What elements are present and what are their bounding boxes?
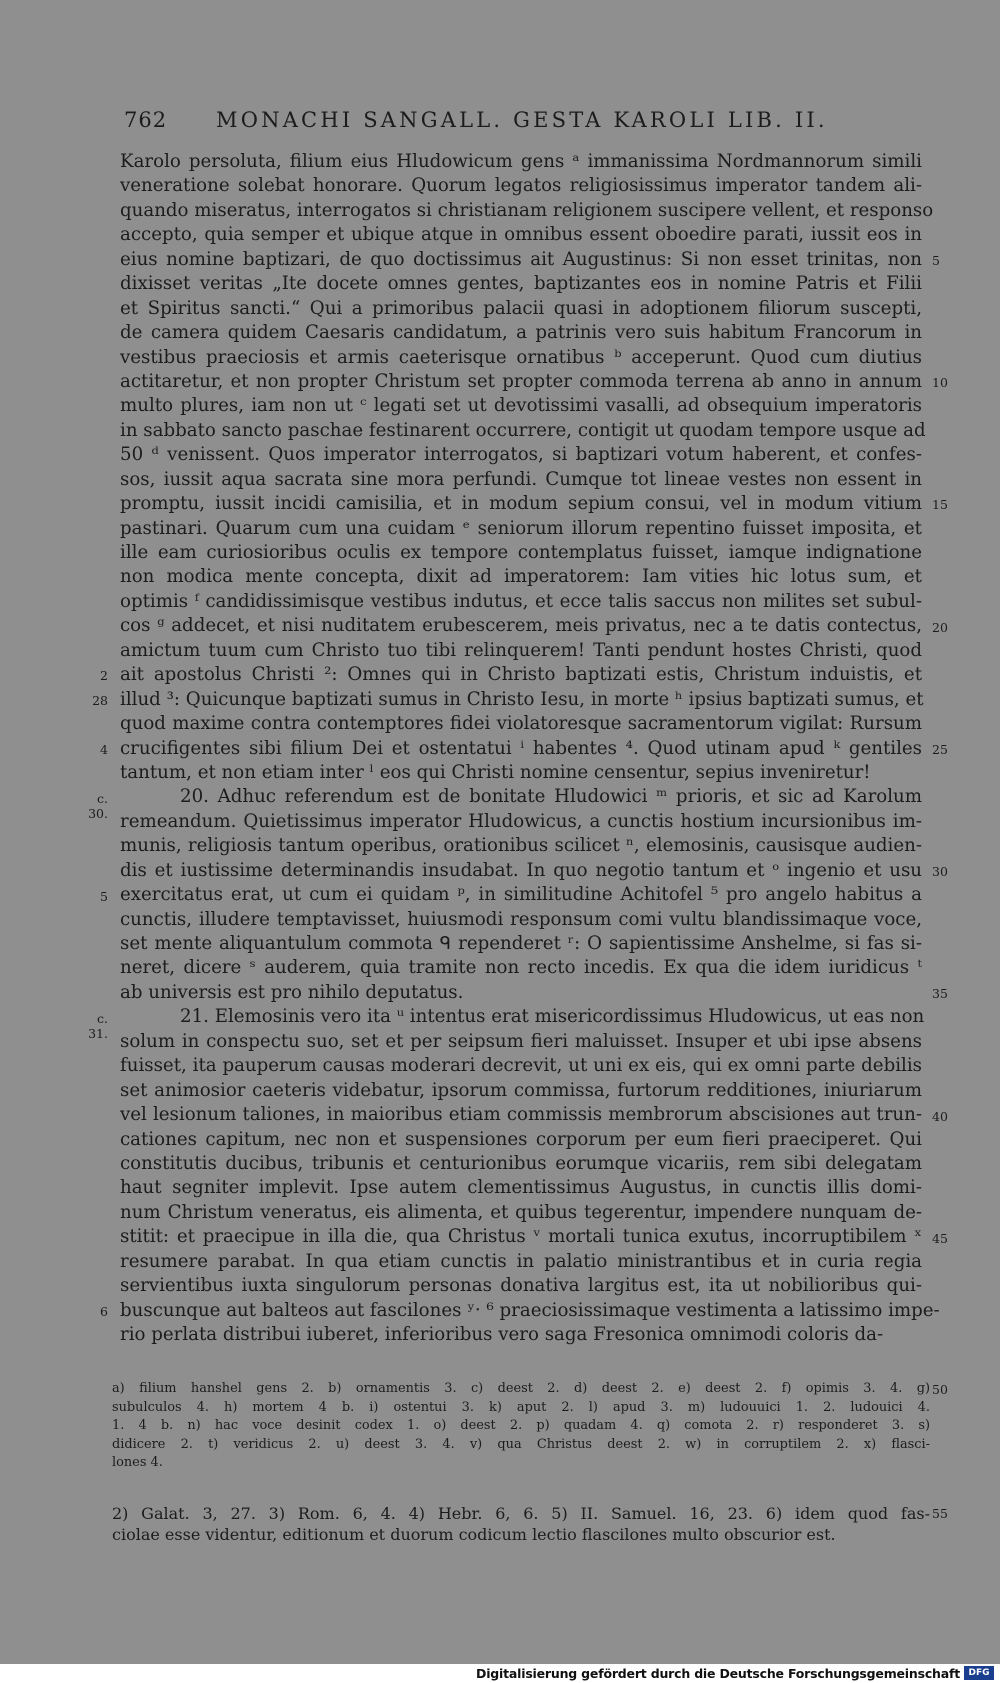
funding-credit: Digitalisierung gefördert durch die Deutsche Forschungsgemeinschaft xyxy=(476,1666,960,1681)
text-line: set mente aliquantulum commota ᑫ rependeret ʳ: O sapientissime Anshelme, si fas si- xyxy=(120,933,922,954)
critical-apparatus xyxy=(112,1380,930,1473)
line-number: 15 xyxy=(932,497,948,513)
text-line: veneratione solebat honorare. Quorum legatos religiosissimus imperator tandem ali- xyxy=(120,175,922,197)
text-line: ait apostolus Christi ²: Omnes qui in Christo baptizati estis, Christum induistis, et xyxy=(120,664,922,686)
text-line: dixisset veritas „Ite docete omnes gentes, baptizantes eos in nomine Patris et Filii xyxy=(120,273,922,295)
text-line: set animosior caeteris videbatur, ipsorum commissa, furtorum redditiones, iniuriarum xyxy=(120,1079,922,1101)
page-number: 762 xyxy=(124,108,168,132)
text-line: stitit: et praecipue in illa die, qua Christus ᵛ mortali tunica exutus, incorruptibilem ˣ xyxy=(120,1226,922,1248)
running-title: MONACHI SANGALL. GESTA KAROLI LIB. II. xyxy=(216,108,828,132)
text-line: haut segniter implevit. Ipse autem clementissimus Augustus, in cunctis illis domi- xyxy=(120,1177,922,1199)
apparatus-line: 1. 4 b. n) hac voce desinit codex 1. o) deest 2. p) quadam 4. q) comota 2. r) responderet 3. s) xyxy=(112,1418,930,1434)
text-line: servientibus iuxta singulorum personas donativa largitus est, ita ut nobilioribus qui- xyxy=(120,1275,922,1297)
apparatus-line: lones 4. xyxy=(112,1455,163,1471)
text-line: eius nomine baptizari, de quo doctissimus ait Augustinus: Si non esset trinitas, non xyxy=(120,248,922,270)
text-line: 20. Adhuc referendum est de bonitate Hludowici ᵐ prioris, et sic ad Karolum xyxy=(180,786,922,808)
text-line: 21. Elemosinis vero ita ᵘ intentus erat misericordissimus Hludowicus, ut eas non xyxy=(180,1006,925,1028)
text-line: non modica mente concepta, dixit ad imperatorem: Iam vities hic lotus sum, et xyxy=(120,566,922,588)
apparatus-line: didicere 2. t) veridicus 2. u) deest 3. 4. v) qua Christus deest 2. w) in corruptilem 2. x) flasci- xyxy=(112,1436,930,1452)
text-line: et Spiritus sancti.“ Qui a primoribus palacii quasi in adoptionem filiorum suscepti, xyxy=(120,297,922,319)
text-line: cunctis, illudere temptavisset, huiusmodi responsum comi vultu blandissimaque voce, xyxy=(120,908,922,930)
text-line: cationes capitum, nec non et suspensiones corporum per eum fieri praeciperet. Qui xyxy=(120,1128,922,1150)
line-number: 10 xyxy=(932,375,948,391)
text-line: solum in conspectu suo, set et per seipsum fieri maluisset. Insuper et ubi ipse absens xyxy=(120,1030,922,1052)
line-number: 45 xyxy=(932,1230,948,1246)
text-line: ab universis est pro nihilo deputatus. xyxy=(120,981,464,1003)
line-number: 20 xyxy=(932,619,948,635)
text-line: sos, iussit aqua sacrata sine mora perfundi. Cumque tot lineae vestes non essent in xyxy=(120,468,922,490)
text-line: accepto, quia semper et ubique atque in omnibus essent oboedire parati, iussit eos in xyxy=(120,224,922,246)
text-line: de camera quidem Caesaris candidatum, a patrinis vero suis habitum Francorum in xyxy=(120,322,922,344)
text-line: tantum, et non etiam inter ˡ eos qui Christi nomine censentur, sepius inveniretur! xyxy=(120,761,871,783)
line-number: 50 xyxy=(932,1382,948,1397)
line-number: 30 xyxy=(932,864,948,880)
margin-reference: 5 xyxy=(100,888,108,904)
margin-reference: 4 xyxy=(100,741,108,757)
text-line: Karolo persoluta, filium eius Hludowicum gens ᵃ immanissima Nordmannorum simili xyxy=(120,151,922,172)
text-line: multo plures, iam non ut ᶜ legati set ut devotissimi vasalli, ad obsequium imperatoris xyxy=(120,395,922,417)
text-line: quando miseratus, interrogatos si christianam religionem suscipere vellent, et responso xyxy=(120,199,934,221)
text-line: fuisset, ita pauperum causas moderari decrevit, ut uni ex eis, qui ex omni parte debilis xyxy=(120,1055,922,1077)
line-number: 35 xyxy=(932,986,948,1002)
text-line: ille eam curiosioribus oculis ex tempore contemplatus fuisset, iamque indignatione xyxy=(120,542,922,563)
margin-reference: c. 30. xyxy=(88,790,108,821)
text-line: vel lesionum taliones, in maioribus etiam commissis membrorum abscisiones aut trun- xyxy=(120,1104,922,1126)
running-header xyxy=(124,108,934,138)
text-line: in sabbato sancto paschae festinarent occurrere, contigit ut quodam tempore usque ad xyxy=(120,419,926,441)
text-line: munis, religiosis tantum operibus, orationibus scilicet ⁿ, elemosinis, causisque audien- xyxy=(120,835,922,857)
text-line: promptu, iussit incidi camisilia, et in modum sepium consui, vel in modum vitium xyxy=(120,493,922,515)
margin-reference: 2 xyxy=(100,668,108,684)
footnote-line: 2) Galat. 3, 27. 3) Rom. 6, 4. 4) Hebr. 6, 6. 5) II. Samuel. 16, 23. 6) idem quod fas- xyxy=(112,1504,930,1523)
text-line: 50 ᵈ venissent. Quos imperator interrogatos, si baptizari votum haberent, et confes- xyxy=(120,444,922,466)
text-line: vestibus praeciosis et armis caeterisque ornatibus ᵇ acceperunt. Quod cum diutius xyxy=(120,346,922,368)
text-line: exercitatus erat, ut cum ei quidam ᵖ, in similitudine Achitofel ⁵ pro angelo habitus a xyxy=(120,884,922,906)
text-line: optimis ᶠ candidissimisque vestibus indutus, et ecce talis saccus non milites set subul- xyxy=(120,590,922,612)
text-line: amictum tuum cum Christo tuo tibi relinquerem! Tanti pendunt hostes Christi, quod xyxy=(120,639,922,661)
line-number: 40 xyxy=(932,1108,948,1124)
text-line: dis et iustissime determinandis insudabat. In quo negotio tantum et ᵒ ingenio et usu xyxy=(120,859,922,881)
apparatus-line: a) filium hanshel gens 2. b) ornamentis 3. c) deest 2. d) deest 2. e) deest 2. f) opimis 3. 4. g) xyxy=(112,1381,930,1396)
margin-reference: 28 xyxy=(92,692,108,708)
line-number: 25 xyxy=(932,741,948,757)
text-line: num Christum veneratus, eis alimenta, et quibus tegerentur, impendere nunquam de- xyxy=(120,1201,922,1223)
text-line: pastinari. Quarum cum una cuidam ᵉ seniorum illorum repentino fuisset imposita, et xyxy=(120,517,922,539)
text-line: quod maxime contra contemptores fidei violatoresque sacramentorum vigilat: Rursum xyxy=(120,713,922,735)
apparatus-line: subulculos 4. h) mortem 4 b. i) ostentui 3. k) aput 2. l) apud 3. m) ludouuici 1. 2. ludouici 4. xyxy=(112,1399,930,1415)
margin-reference: c. 31. xyxy=(88,1010,108,1041)
text-line: crucifigentes sibi filium Dei et ostentatui ⁱ habentes ⁴. Quod utinam apud ᵏ gentiles xyxy=(120,737,922,759)
margin-reference: 6 xyxy=(100,1304,108,1320)
text-line: cos ᵍ addecet, et nisi nuditatem erubescerem, meis privatus, nec a te datis contectus, xyxy=(120,615,922,637)
line-number: 55 xyxy=(932,1506,948,1521)
text-line: constitutis ducibus, tribunis et centurionibus eorumque vicariis, rem sibi delegatam xyxy=(120,1152,922,1174)
source-footnotes xyxy=(112,1503,930,1545)
dfg-logo: DFG xyxy=(964,1666,994,1680)
text-line: rio perlata distribui iuberet, inferioribus vero saga Fresonica omnimodi coloris da- xyxy=(120,1324,884,1345)
text-line: remeandum. Quietissimus imperator Hludowicus, a cunctis hostium incursionibus im- xyxy=(120,810,922,832)
text-line: illud ³: Quicunque baptizati sumus in Christo Iesu, in morte ʰ ipsius baptizati sumus, et xyxy=(120,688,924,710)
text-line: neret, dicere ˢ auderem, quia tramite non recto incedis. Ex qua die idem iuridicus ᵗ xyxy=(120,957,922,979)
text-line: actitaretur, et non propter Christum set propter commoda terrena ab anno in annum xyxy=(120,370,922,392)
text-line: resumere parabat. In qua etiam cunctis in palatio ministrantibus et in curia regia xyxy=(120,1250,922,1272)
footnote-line: ciolae esse videntur, editionum et duorum codicum lectio flascilones multo obscurior est. xyxy=(112,1525,836,1544)
line-number: 5 xyxy=(932,252,940,268)
text-line: buscunque aut balteos aut fascilones ʸ· ⁶ praeciosissimaque vestimenta a latissimo impe- xyxy=(120,1299,940,1321)
